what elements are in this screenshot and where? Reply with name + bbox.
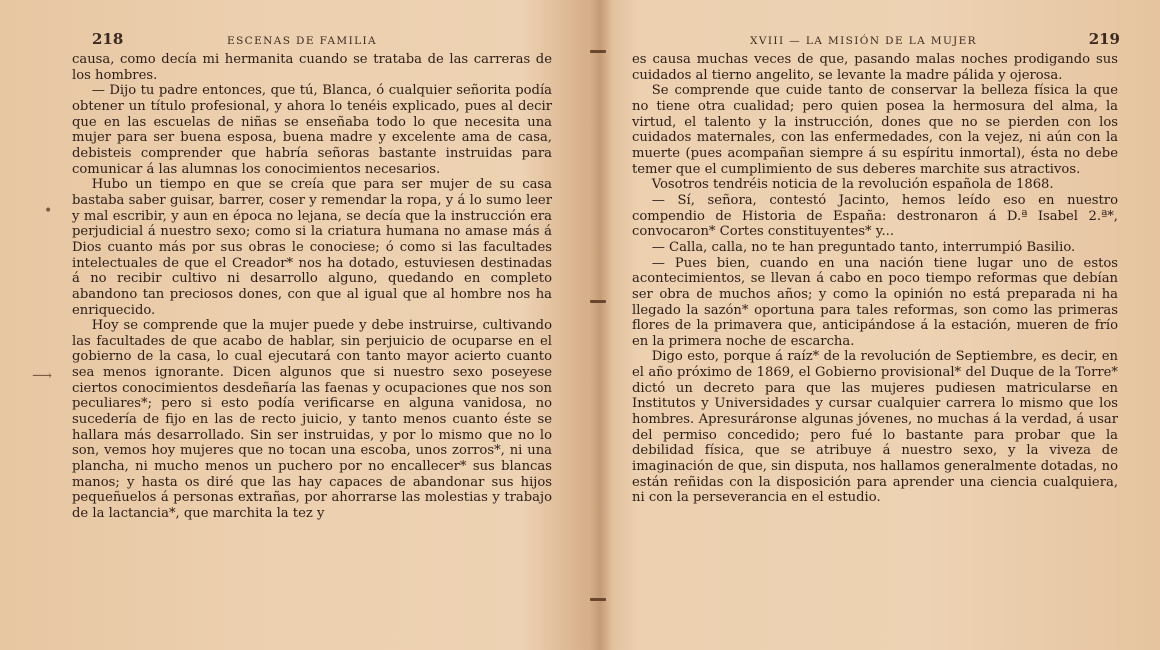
staple-bottom [590, 598, 606, 601]
left-page-header [72, 30, 552, 53]
left-paragraph-1: causa, como decía mi hermanita cuando se trataba de las carreras de los hombres. [72, 52, 552, 83]
left-page [72, 0, 552, 650]
right-paragraph-2: Se comprende que cuide tanto de conservar la belleza física la que no tiene otra cualidad; pero quien posea la hermosura del alma, la virtud, el talento y la instrucción, dones que no se pierden con los cuidados maternales, con las enfermedades, con la vejez, ni aún con la muerte (pues acompañan siempre á su espíritu inmortal), ésta no debe temer que el cumplimiento de sus deberes marchite sus atractivos. [632, 83, 1118, 177]
left-paragraph-2: — Dijo tu padre entonces, que tú, Blanca, ó cualquier señorita podía obtener un título profesional, y ahora lo tenéis explicado, pues al decir que en las escuelas de niñas se enseñaba todo lo que necesita una mujer para ser buena esposa, buena madre y excelente ama de casa, debisteis comprender que habría señoras bastante instruidas para comunicar á las alumnas los conocimientos necesarios. [72, 83, 552, 177]
left-paragraph-4: Hoy se comprende que la mujer puede y debe instruirse, cultivando las facultades de que acabo de hablar, sin perjuicio de ocuparse en el gobierno de la casa, lo cual ejecutará con tanto mayor acierto cuanto sea menos ignorante. Dicen algunos que si nuestro sexo poseyese ciertos conocimientos desdeñaría las faenas y ocupaciones que nos son peculiares*; pero si esto podía verificarse en alguna vanidosa, no sucedería de fijo en las de recto juicio, y tanto menos cuanto éste se hallara más desarrollado. Sin ser instruidas, y por lo mismo que no lo son, vemos hoy mujeres que no tocan una escoba, unos zorros*, ni una plancha, ni mucho menos un puchero por no encallecer* sus blancas manos; y hasta os diré que las hay capaces de abandonar sus hijos pequeñuelos á personas extrañas, por ahorrarse las molestias y trabajo de la lactancia*, que marchita la tez y [72, 318, 552, 522]
right-paragraph-7: Digo esto, porque á raíz* de la revolución de Septiembre, es decir, en el año próximo de 1869, el Gobierno provisional* del Duque de la Torre* dictó un decreto para que las mujeres pudiesen matricularse en Institutos y Universidades y cursar cualquier carrera lo mismo que los hombres. Apresuráronse algunas jóvenes, no muchas á la verdad, á usar del permiso concedido; pero fué lo bastante para probar que la debilidad física, que se atribuye á nuestro sexo, y la viveza de imaginación de que, sin disputa, nos hallamos generalmente dotadas, no están reñidas con la disposición para aprender una ciencia cualquiera, ni con la perseverancia en el estudio. [632, 349, 1118, 506]
left-page-text [72, 52, 552, 522]
right-page [632, 0, 1118, 650]
right-running-title: XVIII — LA MISIÓN DE LA MUJER [750, 35, 977, 47]
right-paragraph-5: — Calla, calla, no te han preguntado tanto, interrumpió Basilio. [651, 239, 1076, 255]
right-paragraph-6: — Pues bien, cuando en una nación tiene lugar uno de estos acontecimientos, se llevan á cabo en poco tiempo reformas que debían ser obra de muchos años; y como la opinión no está preparada ni ha llegado la sazón* oportuna para tales reformas, son como las primeras flores de la primavera que, anticipándose á la estación, mueren de frío en la primera noche de escarcha. [632, 255, 1118, 349]
right-page-text [632, 52, 1118, 506]
left-running-title: ESCENAS DE FAMILIA [227, 35, 378, 47]
margin-dot: • [44, 203, 53, 219]
right-paragraph-1: es causa muchas veces de que, pasando malas noches prodigando sus cuidados al tierno angelito, se levante la madre pálida y ojerosa. [632, 52, 1118, 83]
left-page-number: 218 [92, 30, 124, 48]
staple-top [590, 50, 606, 53]
left-paragraph-3: Hubo un tiempo en que se creía que para ser mujer de su casa bastaba saber guisar, barrer, coser y remendar la ropa, y á lo sumo leer y mal escribir, y aun en época no lejana, se decía que la instrucción era perjudicial á nuestro sexo; como si la criatura humana no amase más á Dios cuanto más por sus obras le conociese; ó como si las facultades intelectuales de que el Creador* nos ha dotado, estuviesen destinadas á no recibir cultivo ni desarrollo alguno, quedando en completo abandono tan preciosos dones, con que al igual que al hombre nos ha enriquecido. [72, 177, 552, 318]
right-page-number: 219 [1088, 30, 1120, 48]
book-gutter [588, 0, 612, 650]
staple-middle [590, 300, 606, 303]
right-paragraph-4: — Sí, señora, contestó Jacinto, hemos leído eso en nuestro compendio de Historia de España: destronaron á D.ª Isabel 2.ª*, convocaron* Cortes constituyentes* y... [632, 192, 1118, 240]
right-paragraph-3: Vosotros tendréis noticia de la revolución española de 1868. [651, 177, 1054, 193]
right-page-header [632, 30, 1120, 53]
margin-arrow: ⟶ [32, 368, 53, 384]
